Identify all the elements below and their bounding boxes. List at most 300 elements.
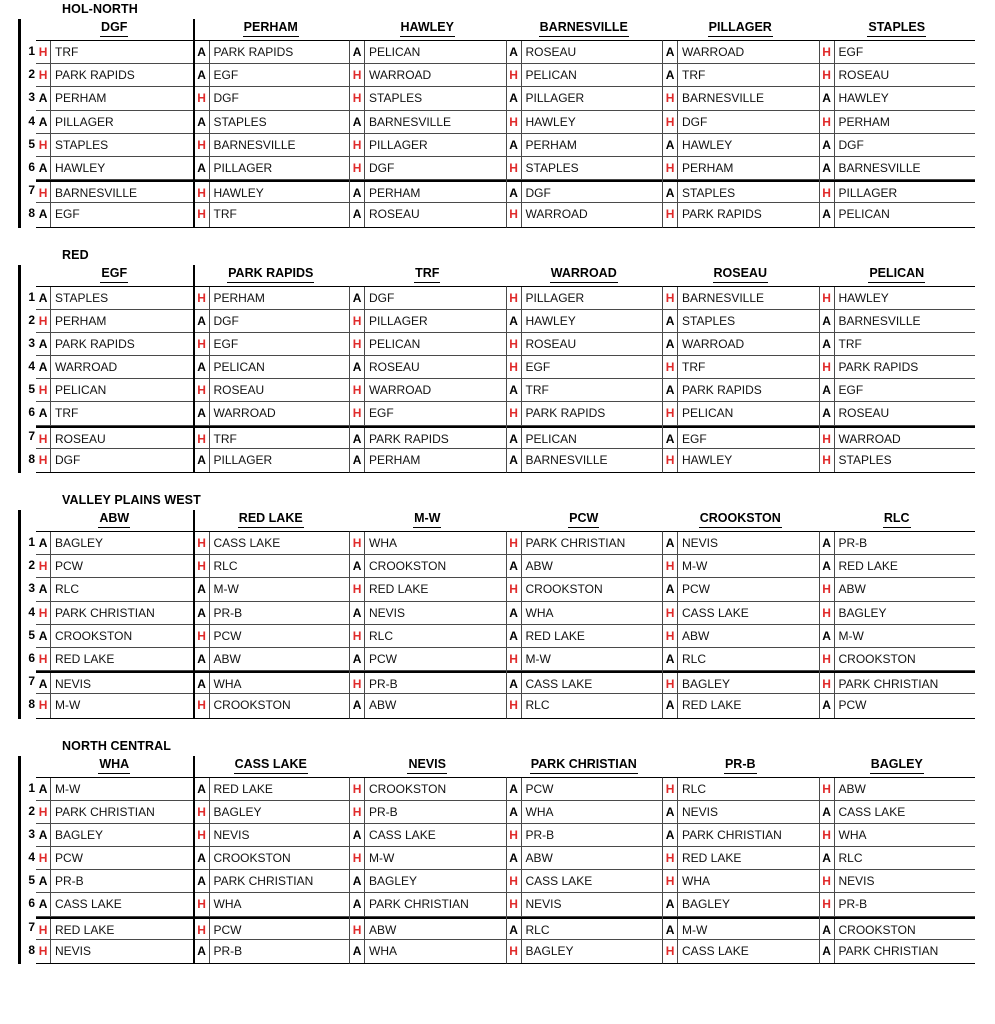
schedule-row[interactable] — [507, 157, 663, 180]
schedule-row[interactable] — [350, 870, 506, 893]
schedule-row[interactable] — [820, 157, 976, 180]
team-schedule-cells — [506, 531, 663, 719]
opponent-name: EGF — [55, 207, 80, 222]
schedule-row[interactable] — [36, 356, 193, 379]
schedule-row[interactable] — [195, 64, 350, 87]
opponent-name: WHA — [525, 804, 554, 819]
opponent-name: ABW — [838, 582, 866, 597]
opponent-name: WHA — [213, 677, 242, 692]
away-marker: A — [195, 402, 210, 424]
schedule-row[interactable] — [350, 778, 506, 801]
home-marker: H — [820, 870, 835, 892]
home-marker: H — [36, 449, 51, 472]
schedule-row[interactable] — [820, 426, 976, 449]
schedule-row[interactable] — [36, 671, 193, 694]
schedule-row[interactable] — [820, 847, 976, 870]
schedule-row[interactable] — [820, 180, 976, 203]
schedule-row[interactable] — [36, 180, 193, 203]
schedule-row[interactable] — [820, 917, 976, 940]
schedule-row[interactable] — [36, 41, 193, 64]
schedule-row[interactable] — [663, 847, 819, 870]
schedule-row[interactable] — [663, 940, 819, 963]
schedule-row[interactable] — [663, 532, 819, 555]
team-schedule-cells — [349, 286, 506, 474]
home-marker: H — [350, 157, 365, 179]
team-name-label: PELICAN — [868, 265, 925, 283]
schedule-row[interactable] — [195, 671, 350, 694]
round-number: 8 — [28, 942, 35, 957]
schedule-row[interactable] — [350, 940, 506, 963]
schedule-row[interactable] — [507, 532, 663, 555]
opponent-name: DGF — [369, 160, 395, 175]
schedule-row[interactable] — [663, 917, 819, 940]
opponent-name: WHA — [369, 943, 397, 958]
schedule-row[interactable] — [820, 449, 976, 472]
schedule-row[interactable] — [507, 801, 663, 824]
schedule-row[interactable] — [36, 287, 193, 310]
schedule-row[interactable] — [36, 602, 193, 625]
schedule-row[interactable] — [195, 940, 350, 963]
schedule-row[interactable] — [820, 532, 976, 555]
away-marker: A — [663, 333, 678, 355]
schedule-row[interactable] — [195, 356, 350, 379]
schedule-row[interactable] — [36, 402, 193, 425]
schedule-row[interactable] — [36, 203, 193, 226]
opponent-name: PERHAM — [369, 186, 421, 201]
opponent-name: PARK CHRISTIAN — [213, 874, 314, 889]
schedule-row[interactable] — [507, 578, 663, 601]
schedule-row[interactable] — [507, 356, 663, 379]
schedule-row[interactable] — [350, 426, 506, 449]
schedule-row[interactable] — [507, 134, 663, 157]
team-column — [193, 265, 350, 474]
schedule-row[interactable] — [507, 333, 663, 356]
schedule-row[interactable] — [820, 333, 976, 356]
schedule-row[interactable] — [350, 41, 506, 64]
schedule-row[interactable] — [350, 333, 506, 356]
opponent-name: M-W — [55, 781, 81, 796]
schedule-row[interactable] — [36, 64, 193, 87]
opponent-name: ROSEAU — [213, 383, 265, 398]
schedule-row[interactable] — [507, 64, 663, 87]
away-marker: A — [195, 41, 210, 63]
schedule-row[interactable] — [350, 379, 506, 402]
home-marker: H — [820, 893, 835, 915]
home-marker: H — [350, 134, 365, 156]
schedule-row[interactable] — [663, 87, 819, 110]
schedule-row[interactable] — [507, 625, 663, 648]
away-marker: A — [350, 356, 365, 378]
team-name-label: ABW — [98, 510, 130, 528]
schedule-row[interactable] — [36, 625, 193, 648]
schedule-row[interactable] — [820, 402, 976, 425]
away-marker: A — [507, 310, 522, 332]
schedule-row[interactable] — [350, 847, 506, 870]
schedule-row[interactable] — [663, 180, 819, 203]
schedule-row[interactable] — [195, 801, 350, 824]
schedule-row[interactable] — [820, 671, 976, 694]
schedule-row[interactable] — [820, 625, 976, 648]
home-marker: H — [507, 111, 522, 133]
schedule-row[interactable] — [350, 671, 506, 694]
opponent-name: RED LAKE — [213, 781, 273, 796]
opponent-name: PELICAN — [213, 360, 265, 375]
team-schedule-cells — [349, 40, 506, 228]
schedule-row[interactable] — [820, 379, 976, 402]
schedule-row[interactable] — [195, 602, 350, 625]
schedule-row[interactable] — [36, 578, 193, 601]
schedule-row[interactable] — [507, 555, 663, 578]
schedule-row[interactable] — [350, 287, 506, 310]
away-marker: A — [663, 41, 678, 63]
schedule-row[interactable] — [195, 555, 350, 578]
opponent-name: DGF — [682, 114, 708, 129]
schedule-row[interactable] — [195, 778, 350, 801]
home-marker: H — [663, 287, 678, 309]
schedule-row[interactable] — [350, 648, 506, 671]
schedule-row[interactable] — [36, 893, 193, 916]
schedule-row[interactable] — [350, 917, 506, 940]
schedule-row[interactable] — [507, 671, 663, 694]
schedule-row[interactable] — [36, 870, 193, 893]
home-marker: H — [663, 847, 678, 869]
team-columns — [36, 265, 975, 474]
schedule-row[interactable] — [195, 847, 350, 870]
opponent-name: DGF — [213, 91, 239, 106]
schedule-row[interactable] — [36, 555, 193, 578]
team-schedule-cells — [506, 40, 663, 228]
schedule-row[interactable] — [195, 87, 350, 110]
home-marker: H — [507, 287, 522, 309]
schedule-row[interactable] — [507, 893, 663, 916]
home-marker: H — [36, 428, 51, 448]
round-number: 8 — [28, 206, 35, 221]
opponent-name: PARK RAPIDS — [838, 360, 919, 375]
opponent-name: PELICAN — [525, 68, 577, 83]
schedule-row[interactable] — [36, 449, 193, 472]
schedule-row[interactable] — [36, 134, 193, 157]
opponent-name: STAPLES — [838, 452, 892, 467]
conference-title: RED — [62, 247, 89, 262]
schedule-row[interactable] — [820, 41, 976, 64]
schedule-row[interactable] — [350, 555, 506, 578]
home-marker: H — [820, 578, 835, 600]
schedule-row[interactable] — [350, 602, 506, 625]
schedule-row[interactable] — [820, 555, 976, 578]
schedule-row[interactable] — [195, 824, 350, 847]
schedule-row[interactable] — [350, 64, 506, 87]
team-columns — [36, 19, 975, 228]
schedule-row[interactable] — [36, 778, 193, 801]
schedule-row[interactable] — [820, 134, 976, 157]
schedule-row[interactable] — [507, 917, 663, 940]
home-marker: H — [507, 824, 522, 846]
home-marker: H — [507, 333, 522, 355]
home-marker: H — [663, 203, 678, 226]
schedule-row[interactable] — [36, 532, 193, 555]
schedule-row[interactable] — [350, 801, 506, 824]
schedule-row[interactable] — [820, 287, 976, 310]
opponent-name: EGF — [682, 431, 707, 446]
schedule-row[interactable] — [663, 671, 819, 694]
schedule-row[interactable] — [663, 157, 819, 180]
round-number-header-spacer — [21, 265, 36, 286]
schedule-row[interactable] — [195, 310, 350, 333]
opponent-name: TRF — [525, 383, 549, 398]
schedule-row[interactable] — [663, 625, 819, 648]
schedule-row[interactable] — [820, 578, 976, 601]
home-marker: H — [195, 203, 210, 226]
schedule-row[interactable] — [36, 648, 193, 671]
schedule-row[interactable] — [36, 87, 193, 110]
schedule-row[interactable] — [350, 694, 506, 717]
opponent-name: PARK CHRISTIAN — [838, 943, 939, 958]
schedule-row[interactable] — [507, 602, 663, 625]
team-schedule-cells — [349, 777, 506, 965]
conference-block — [0, 491, 995, 719]
schedule-row[interactable] — [820, 203, 976, 226]
schedule-row[interactable] — [350, 578, 506, 601]
team-column — [506, 19, 663, 228]
schedule-row[interactable] — [195, 180, 350, 203]
schedule-row[interactable] — [195, 157, 350, 180]
round-number: 2 — [28, 67, 35, 82]
schedule-row[interactable] — [195, 402, 350, 425]
schedule-row[interactable] — [663, 449, 819, 472]
schedule-row[interactable] — [350, 356, 506, 379]
schedule-row[interactable] — [507, 111, 663, 134]
schedule-row[interactable] — [663, 578, 819, 601]
schedule-row[interactable] — [663, 203, 819, 226]
schedule-row[interactable] — [350, 310, 506, 333]
opponent-name: PR-B — [369, 804, 398, 819]
schedule-row[interactable] — [663, 555, 819, 578]
schedule-row[interactable] — [507, 824, 663, 847]
schedule-row[interactable] — [507, 694, 663, 717]
schedule-row[interactable] — [507, 648, 663, 671]
away-marker: A — [195, 310, 210, 332]
team-name-header — [349, 265, 506, 286]
schedule-row[interactable] — [663, 356, 819, 379]
team-name-label: WHA — [98, 756, 130, 774]
schedule-row[interactable] — [820, 111, 976, 134]
schedule-row[interactable] — [350, 893, 506, 916]
schedule-row[interactable] — [663, 287, 819, 310]
opponent-name: PR-B — [838, 897, 868, 912]
schedule-row[interactable] — [195, 41, 350, 64]
schedule-row[interactable] — [36, 694, 193, 717]
schedule-row[interactable] — [820, 893, 976, 916]
schedule-row[interactable] — [663, 893, 819, 916]
away-marker: A — [350, 824, 365, 846]
opponent-name: PR-B — [213, 943, 243, 958]
away-marker: A — [820, 919, 835, 939]
schedule-row[interactable] — [507, 426, 663, 449]
schedule-row[interactable] — [36, 379, 193, 402]
schedule-row[interactable] — [507, 940, 663, 963]
schedule-row[interactable] — [350, 625, 506, 648]
away-marker: A — [36, 402, 51, 424]
schedule-row[interactable] — [663, 310, 819, 333]
home-marker: H — [195, 333, 210, 355]
schedule-row[interactable] — [350, 532, 506, 555]
schedule-row[interactable] — [663, 778, 819, 801]
opponent-name: PILLAGER — [838, 186, 898, 201]
schedule-row[interactable] — [663, 694, 819, 717]
opponent-name: M-W — [838, 628, 864, 643]
schedule-row[interactable] — [195, 917, 350, 940]
team-name-header — [506, 756, 663, 777]
team-name-label: PR-B — [724, 756, 757, 774]
opponent-name: PR-B — [213, 605, 243, 620]
schedule-row[interactable] — [350, 203, 506, 226]
schedule-row[interactable] — [820, 310, 976, 333]
schedule-row[interactable] — [820, 801, 976, 824]
schedule-row[interactable] — [663, 801, 819, 824]
schedule-row[interactable] — [820, 64, 976, 87]
home-marker: H — [36, 379, 51, 401]
schedule-row[interactable] — [350, 111, 506, 134]
schedule-row[interactable] — [663, 426, 819, 449]
schedule-row[interactable] — [507, 310, 663, 333]
schedule-row[interactable] — [820, 648, 976, 671]
round-number: 7 — [28, 428, 35, 443]
home-marker: H — [663, 673, 678, 693]
away-marker: A — [507, 134, 522, 156]
schedule-row[interactable] — [507, 180, 663, 203]
home-marker: H — [663, 940, 678, 963]
schedule-row[interactable] — [663, 41, 819, 64]
schedule-row[interactable] — [663, 402, 819, 425]
schedule-row[interactable] — [820, 602, 976, 625]
home-marker: H — [663, 157, 678, 179]
schedule-row[interactable] — [663, 379, 819, 402]
schedule-row[interactable] — [507, 449, 663, 472]
schedule-row[interactable] — [507, 870, 663, 893]
away-marker: A — [507, 919, 522, 939]
schedule-row[interactable] — [195, 287, 350, 310]
schedule-row[interactable] — [663, 333, 819, 356]
schedule-row[interactable] — [350, 449, 506, 472]
schedule-row[interactable] — [663, 134, 819, 157]
schedule-row[interactable] — [507, 847, 663, 870]
home-marker: H — [195, 625, 210, 647]
schedule-row[interactable] — [507, 203, 663, 226]
schedule-row[interactable] — [663, 64, 819, 87]
schedule-row[interactable] — [663, 602, 819, 625]
schedule-row[interactable] — [195, 449, 350, 472]
opponent-name: WARROAD — [55, 360, 118, 375]
team-schedule-cells — [662, 531, 819, 719]
round-number-header-spacer — [21, 19, 36, 40]
schedule-row[interactable] — [820, 87, 976, 110]
schedule-row[interactable] — [507, 379, 663, 402]
home-marker: H — [36, 41, 51, 63]
schedule-row[interactable] — [36, 157, 193, 180]
schedule-row[interactable] — [36, 824, 193, 847]
schedule-row[interactable] — [820, 778, 976, 801]
schedule-row[interactable] — [36, 940, 193, 963]
home-marker: H — [820, 428, 835, 448]
schedule-row[interactable] — [195, 134, 350, 157]
opponent-name: HAWLEY — [55, 160, 106, 175]
schedule-row[interactable] — [36, 310, 193, 333]
schedule-row[interactable] — [195, 694, 350, 717]
opponent-name: PR-B — [55, 874, 84, 889]
away-marker: A — [663, 801, 678, 823]
schedule-row[interactable] — [195, 379, 350, 402]
schedule-row[interactable] — [36, 111, 193, 134]
team-column — [36, 265, 193, 474]
opponent-name: CASS LAKE — [838, 804, 906, 819]
schedule-row[interactable] — [36, 801, 193, 824]
away-marker: A — [820, 555, 835, 577]
schedule-row[interactable] — [350, 87, 506, 110]
away-marker: A — [820, 157, 835, 179]
schedule-row[interactable] — [350, 134, 506, 157]
opponent-name: PERHAM — [55, 313, 107, 328]
away-marker: A — [507, 555, 522, 577]
team-column — [819, 510, 976, 719]
schedule-row[interactable] — [350, 824, 506, 847]
schedule-row[interactable] — [195, 648, 350, 671]
schedule-row[interactable] — [350, 157, 506, 180]
schedule-row[interactable] — [36, 333, 193, 356]
away-marker: A — [820, 694, 835, 717]
schedule-row[interactable] — [820, 870, 976, 893]
schedule-row[interactable] — [195, 111, 350, 134]
opponent-name: RED LAKE — [682, 698, 742, 713]
round-number: 1 — [28, 780, 35, 795]
schedule-row[interactable] — [507, 41, 663, 64]
schedule-row[interactable] — [820, 356, 976, 379]
schedule-row[interactable] — [507, 778, 663, 801]
schedule-row[interactable] — [350, 402, 506, 425]
schedule-row[interactable] — [195, 870, 350, 893]
schedule-row[interactable] — [195, 625, 350, 648]
team-name-header — [36, 756, 193, 777]
away-marker: A — [820, 310, 835, 332]
opponent-name: CROOKSTON — [838, 922, 916, 937]
schedule-row[interactable] — [195, 426, 350, 449]
schedule-row[interactable] — [663, 870, 819, 893]
schedule-row[interactable] — [507, 87, 663, 110]
schedule-row[interactable] — [195, 333, 350, 356]
schedule-row[interactable] — [820, 694, 976, 717]
schedule-row[interactable] — [663, 824, 819, 847]
home-marker: H — [36, 182, 51, 202]
schedule-row[interactable] — [663, 648, 819, 671]
schedule-row[interactable] — [36, 426, 193, 449]
schedule-row[interactable] — [820, 940, 976, 963]
away-marker: A — [195, 673, 210, 693]
schedule-row[interactable] — [820, 824, 976, 847]
schedule-row[interactable] — [507, 287, 663, 310]
schedule-row[interactable] — [195, 203, 350, 226]
schedule-row[interactable] — [663, 111, 819, 134]
team-schedule-cells — [349, 531, 506, 719]
opponent-name: RLC — [525, 922, 550, 937]
schedule-row[interactable] — [350, 180, 506, 203]
schedule-row[interactable] — [507, 402, 663, 425]
schedule-row[interactable] — [36, 917, 193, 940]
schedule-row[interactable] — [36, 847, 193, 870]
schedule-row[interactable] — [195, 893, 350, 916]
home-marker: H — [507, 648, 522, 670]
schedule-row[interactable] — [195, 532, 350, 555]
opponent-name: ABW — [369, 698, 397, 713]
schedule-row[interactable] — [195, 578, 350, 601]
